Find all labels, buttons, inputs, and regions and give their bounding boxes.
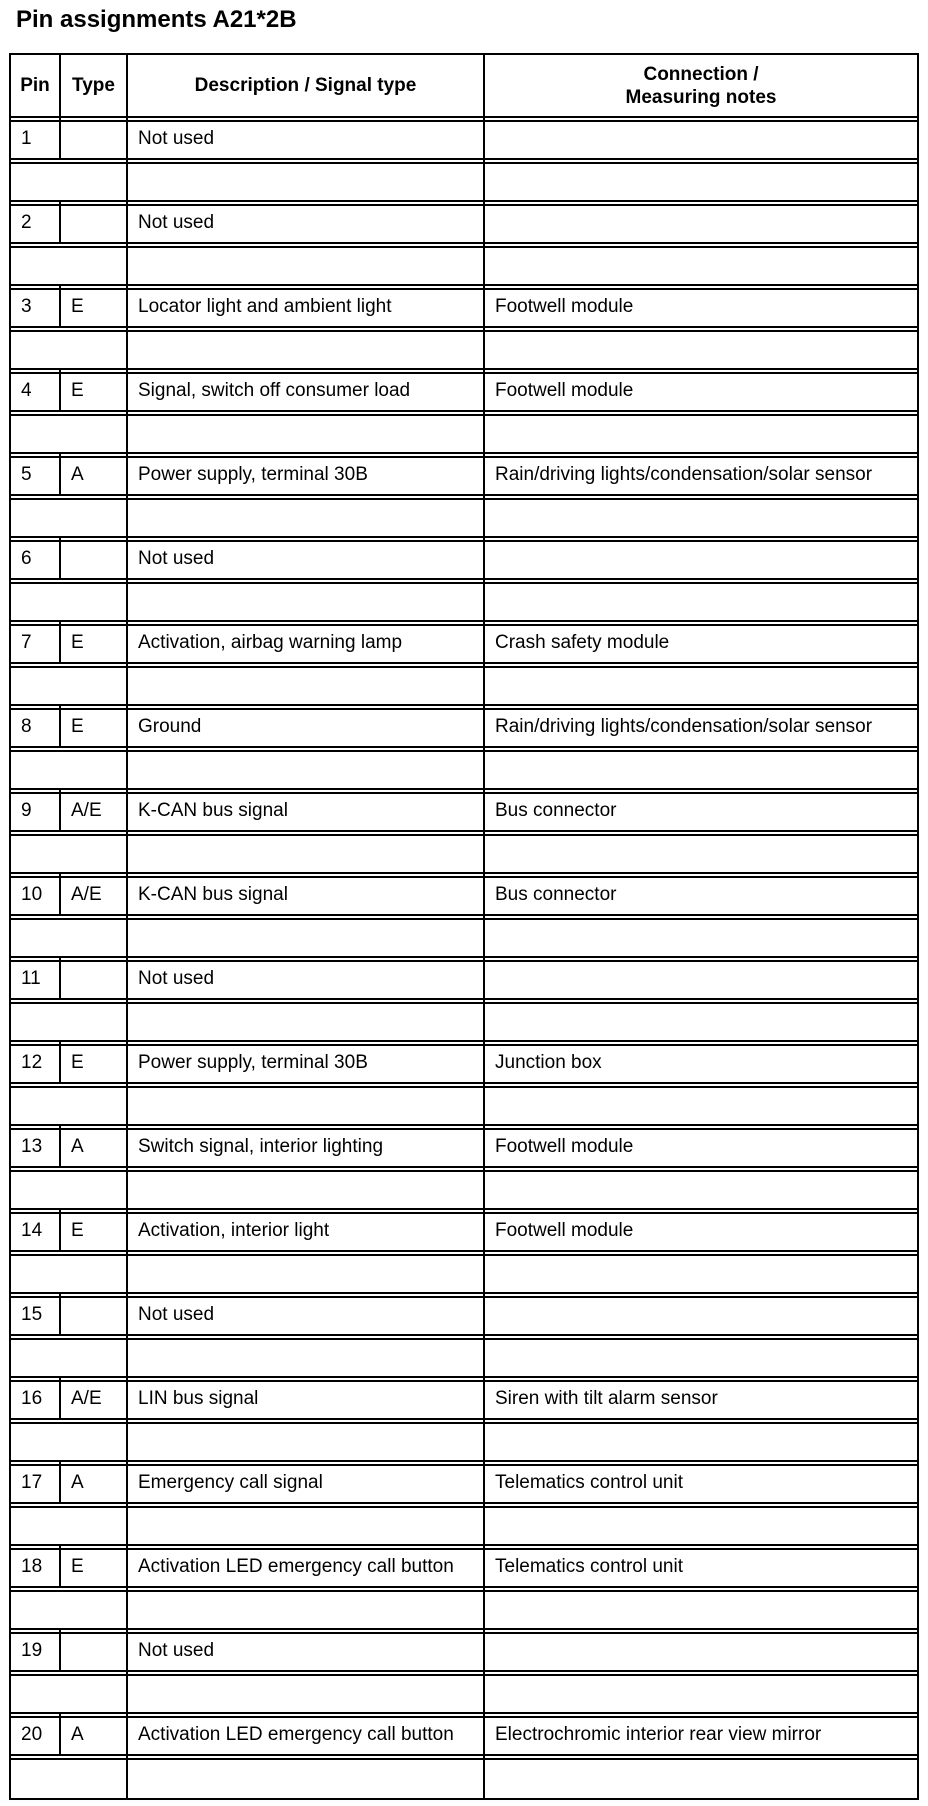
cell-description: Not used (128, 202, 485, 244)
cell-pin: 8 (11, 706, 61, 748)
cell-connection: Rain/driving lights/condensation/solar sensor (485, 454, 917, 496)
header-type: Type (61, 55, 128, 118)
cell-pin: 18 (11, 1546, 61, 1588)
table-row (11, 958, 917, 1000)
cell-description: Not used (128, 1630, 485, 1672)
spacer-cell (128, 1084, 485, 1126)
cell-type: E (61, 1546, 128, 1588)
cell-type (61, 1294, 128, 1336)
table-spacer-row (11, 244, 917, 286)
table-spacer-row (11, 1336, 917, 1378)
spacer-cell (485, 1672, 917, 1714)
header-connection-line1: Connection / (643, 63, 759, 85)
spacer-cell (485, 1336, 917, 1378)
spacer-cell (485, 160, 917, 202)
spacer-cell (485, 1756, 917, 1798)
cell-connection: Bus connector (485, 874, 917, 916)
spacer-cell (485, 412, 917, 454)
table-row (11, 706, 917, 748)
cell-description: Switch signal, interior lighting (128, 1126, 485, 1168)
cell-pin: 19 (11, 1630, 61, 1672)
spacer-cell (128, 1756, 485, 1798)
cell-type: A (61, 1462, 128, 1504)
cell-type (61, 1630, 128, 1672)
table-spacer-row (11, 412, 917, 454)
cell-connection: Bus connector (485, 790, 917, 832)
table-spacer-row (11, 1588, 917, 1630)
cell-description: Ground (128, 706, 485, 748)
cell-connection: Footwell module (485, 1210, 917, 1252)
table-row (11, 1546, 917, 1588)
table-spacer-row (11, 1756, 917, 1798)
cell-connection (485, 202, 917, 244)
cell-connection: Telematics control unit (485, 1546, 917, 1588)
spacer-cell (11, 1252, 128, 1294)
table-row (11, 874, 917, 916)
table-row (11, 1630, 917, 1672)
spacer-cell (11, 412, 128, 454)
spacer-cell (128, 1252, 485, 1294)
spacer-cell (485, 1000, 917, 1042)
table-spacer-row (11, 748, 917, 790)
table-spacer-row (11, 832, 917, 874)
spacer-cell (485, 832, 917, 874)
cell-description: K-CAN bus signal (128, 790, 485, 832)
cell-pin: 3 (11, 286, 61, 328)
spacer-cell (485, 1420, 917, 1462)
table-row (11, 1714, 917, 1756)
cell-description: Emergency call signal (128, 1462, 485, 1504)
cell-connection: Junction box (485, 1042, 917, 1084)
cell-pin: 11 (11, 958, 61, 1000)
spacer-cell (128, 1420, 485, 1462)
table-spacer-row (11, 1672, 917, 1714)
table-body (11, 118, 917, 1798)
spacer-cell (11, 1000, 128, 1042)
table-spacer-row (11, 160, 917, 202)
table-header-row (11, 55, 917, 118)
table-spacer-row (11, 1504, 917, 1546)
spacer-cell (485, 1504, 917, 1546)
spacer-cell (11, 1588, 128, 1630)
cell-type (61, 118, 128, 160)
spacer-cell (128, 1504, 485, 1546)
spacer-cell (11, 664, 128, 706)
cell-description: Not used (128, 538, 485, 580)
cell-type: A/E (61, 874, 128, 916)
spacer-cell (11, 328, 128, 370)
table-spacer-row (11, 580, 917, 622)
spacer-cell (485, 1588, 917, 1630)
spacer-cell (11, 580, 128, 622)
cell-pin: 15 (11, 1294, 61, 1336)
table-row (11, 1378, 917, 1420)
cell-description: K-CAN bus signal (128, 874, 485, 916)
spacer-cell (128, 748, 485, 790)
spacer-cell (485, 916, 917, 958)
spacer-cell (128, 664, 485, 706)
cell-pin: 13 (11, 1126, 61, 1168)
cell-description: Signal, switch off consumer load (128, 370, 485, 412)
spacer-cell (11, 160, 128, 202)
spacer-cell (128, 328, 485, 370)
cell-description: Activation LED emergency call button (128, 1546, 485, 1588)
spacer-cell (11, 1756, 128, 1798)
spacer-cell (485, 244, 917, 286)
spacer-cell (485, 1084, 917, 1126)
cell-pin: 16 (11, 1378, 61, 1420)
table-row (11, 790, 917, 832)
cell-type (61, 538, 128, 580)
table-spacer-row (11, 1252, 917, 1294)
cell-type: A (61, 454, 128, 496)
cell-pin: 6 (11, 538, 61, 580)
spacer-cell (11, 244, 128, 286)
spacer-cell (485, 580, 917, 622)
table-row (11, 622, 917, 664)
spacer-cell (128, 916, 485, 958)
table-row (11, 118, 917, 160)
spacer-cell (485, 328, 917, 370)
table-spacer-row (11, 1168, 917, 1210)
cell-type: E (61, 1042, 128, 1084)
table-row (11, 1462, 917, 1504)
cell-connection: Telematics control unit (485, 1462, 917, 1504)
spacer-cell (128, 1000, 485, 1042)
cell-description: Activation LED emergency call button (128, 1714, 485, 1756)
spacer-cell (485, 1168, 917, 1210)
cell-type (61, 958, 128, 1000)
table-spacer-row (11, 328, 917, 370)
spacer-cell (128, 1588, 485, 1630)
table-row (11, 1294, 917, 1336)
cell-pin: 7 (11, 622, 61, 664)
cell-description: Not used (128, 958, 485, 1000)
spacer-cell (128, 1336, 485, 1378)
cell-type: A (61, 1714, 128, 1756)
cell-connection: Footwell module (485, 370, 917, 412)
cell-connection (485, 1630, 917, 1672)
cell-pin: 1 (11, 118, 61, 160)
cell-pin: 5 (11, 454, 61, 496)
page-title: Pin assignments A21*2B (16, 6, 297, 33)
cell-description: Activation, interior light (128, 1210, 485, 1252)
spacer-cell (11, 832, 128, 874)
spacer-cell (11, 1504, 128, 1546)
spacer-cell (11, 496, 128, 538)
table-row (11, 538, 917, 580)
cell-type: A (61, 1126, 128, 1168)
table-row (11, 286, 917, 328)
cell-type: E (61, 286, 128, 328)
table-spacer-row (11, 1000, 917, 1042)
cell-connection: Rain/driving lights/condensation/solar sensor (485, 706, 917, 748)
spacer-cell (485, 748, 917, 790)
spacer-cell (485, 1252, 917, 1294)
cell-description: Not used (128, 1294, 485, 1336)
cell-pin: 17 (11, 1462, 61, 1504)
cell-type (61, 202, 128, 244)
cell-description: Power supply, terminal 30B (128, 454, 485, 496)
cell-description: LIN bus signal (128, 1378, 485, 1420)
cell-connection: Crash safety module (485, 622, 917, 664)
spacer-cell (128, 1168, 485, 1210)
spacer-cell (11, 1168, 128, 1210)
cell-pin: 14 (11, 1210, 61, 1252)
cell-type: E (61, 370, 128, 412)
cell-description: Power supply, terminal 30B (128, 1042, 485, 1084)
cell-pin: 9 (11, 790, 61, 832)
spacer-cell (11, 1420, 128, 1462)
cell-description: Locator light and ambient light (128, 286, 485, 328)
table-row (11, 1126, 917, 1168)
spacer-cell (11, 748, 128, 790)
spacer-cell (11, 1084, 128, 1126)
table-row (11, 1210, 917, 1252)
table-spacer-row (11, 664, 917, 706)
table-row (11, 1042, 917, 1084)
cell-type: E (61, 622, 128, 664)
spacer-cell (128, 580, 485, 622)
spacer-cell (128, 1672, 485, 1714)
cell-pin: 4 (11, 370, 61, 412)
cell-connection (485, 118, 917, 160)
spacer-cell (11, 1672, 128, 1714)
spacer-cell (485, 496, 917, 538)
cell-connection (485, 538, 917, 580)
cell-connection (485, 1294, 917, 1336)
cell-connection (485, 958, 917, 1000)
cell-type: E (61, 1210, 128, 1252)
cell-connection: Siren with tilt alarm sensor (485, 1378, 917, 1420)
table-row (11, 454, 917, 496)
spacer-cell (485, 664, 917, 706)
cell-pin: 20 (11, 1714, 61, 1756)
cell-type: A/E (61, 1378, 128, 1420)
cell-connection: Footwell module (485, 286, 917, 328)
table-spacer-row (11, 496, 917, 538)
table-row (11, 370, 917, 412)
table-spacer-row (11, 1084, 917, 1126)
header-pin: Pin (11, 55, 61, 118)
cell-pin: 12 (11, 1042, 61, 1084)
spacer-cell (128, 160, 485, 202)
spacer-cell (11, 916, 128, 958)
header-connection-line2: Measuring notes (625, 86, 777, 108)
spacer-cell (128, 244, 485, 286)
table-row (11, 202, 917, 244)
cell-description: Activation, airbag warning lamp (128, 622, 485, 664)
header-connection (485, 55, 917, 118)
cell-type: E (61, 706, 128, 748)
spacer-cell (128, 496, 485, 538)
cell-connection: Electrochromic interior rear view mirror (485, 1714, 917, 1756)
table-spacer-row (11, 1420, 917, 1462)
spacer-cell (128, 832, 485, 874)
cell-type: A/E (61, 790, 128, 832)
cell-description: Not used (128, 118, 485, 160)
cell-pin: 10 (11, 874, 61, 916)
cell-connection: Footwell module (485, 1126, 917, 1168)
table-spacer-row (11, 916, 917, 958)
pin-assignment-table (9, 53, 919, 1800)
header-description: Description / Signal type (128, 55, 485, 118)
spacer-cell (128, 412, 485, 454)
cell-pin: 2 (11, 202, 61, 244)
spacer-cell (11, 1336, 128, 1378)
